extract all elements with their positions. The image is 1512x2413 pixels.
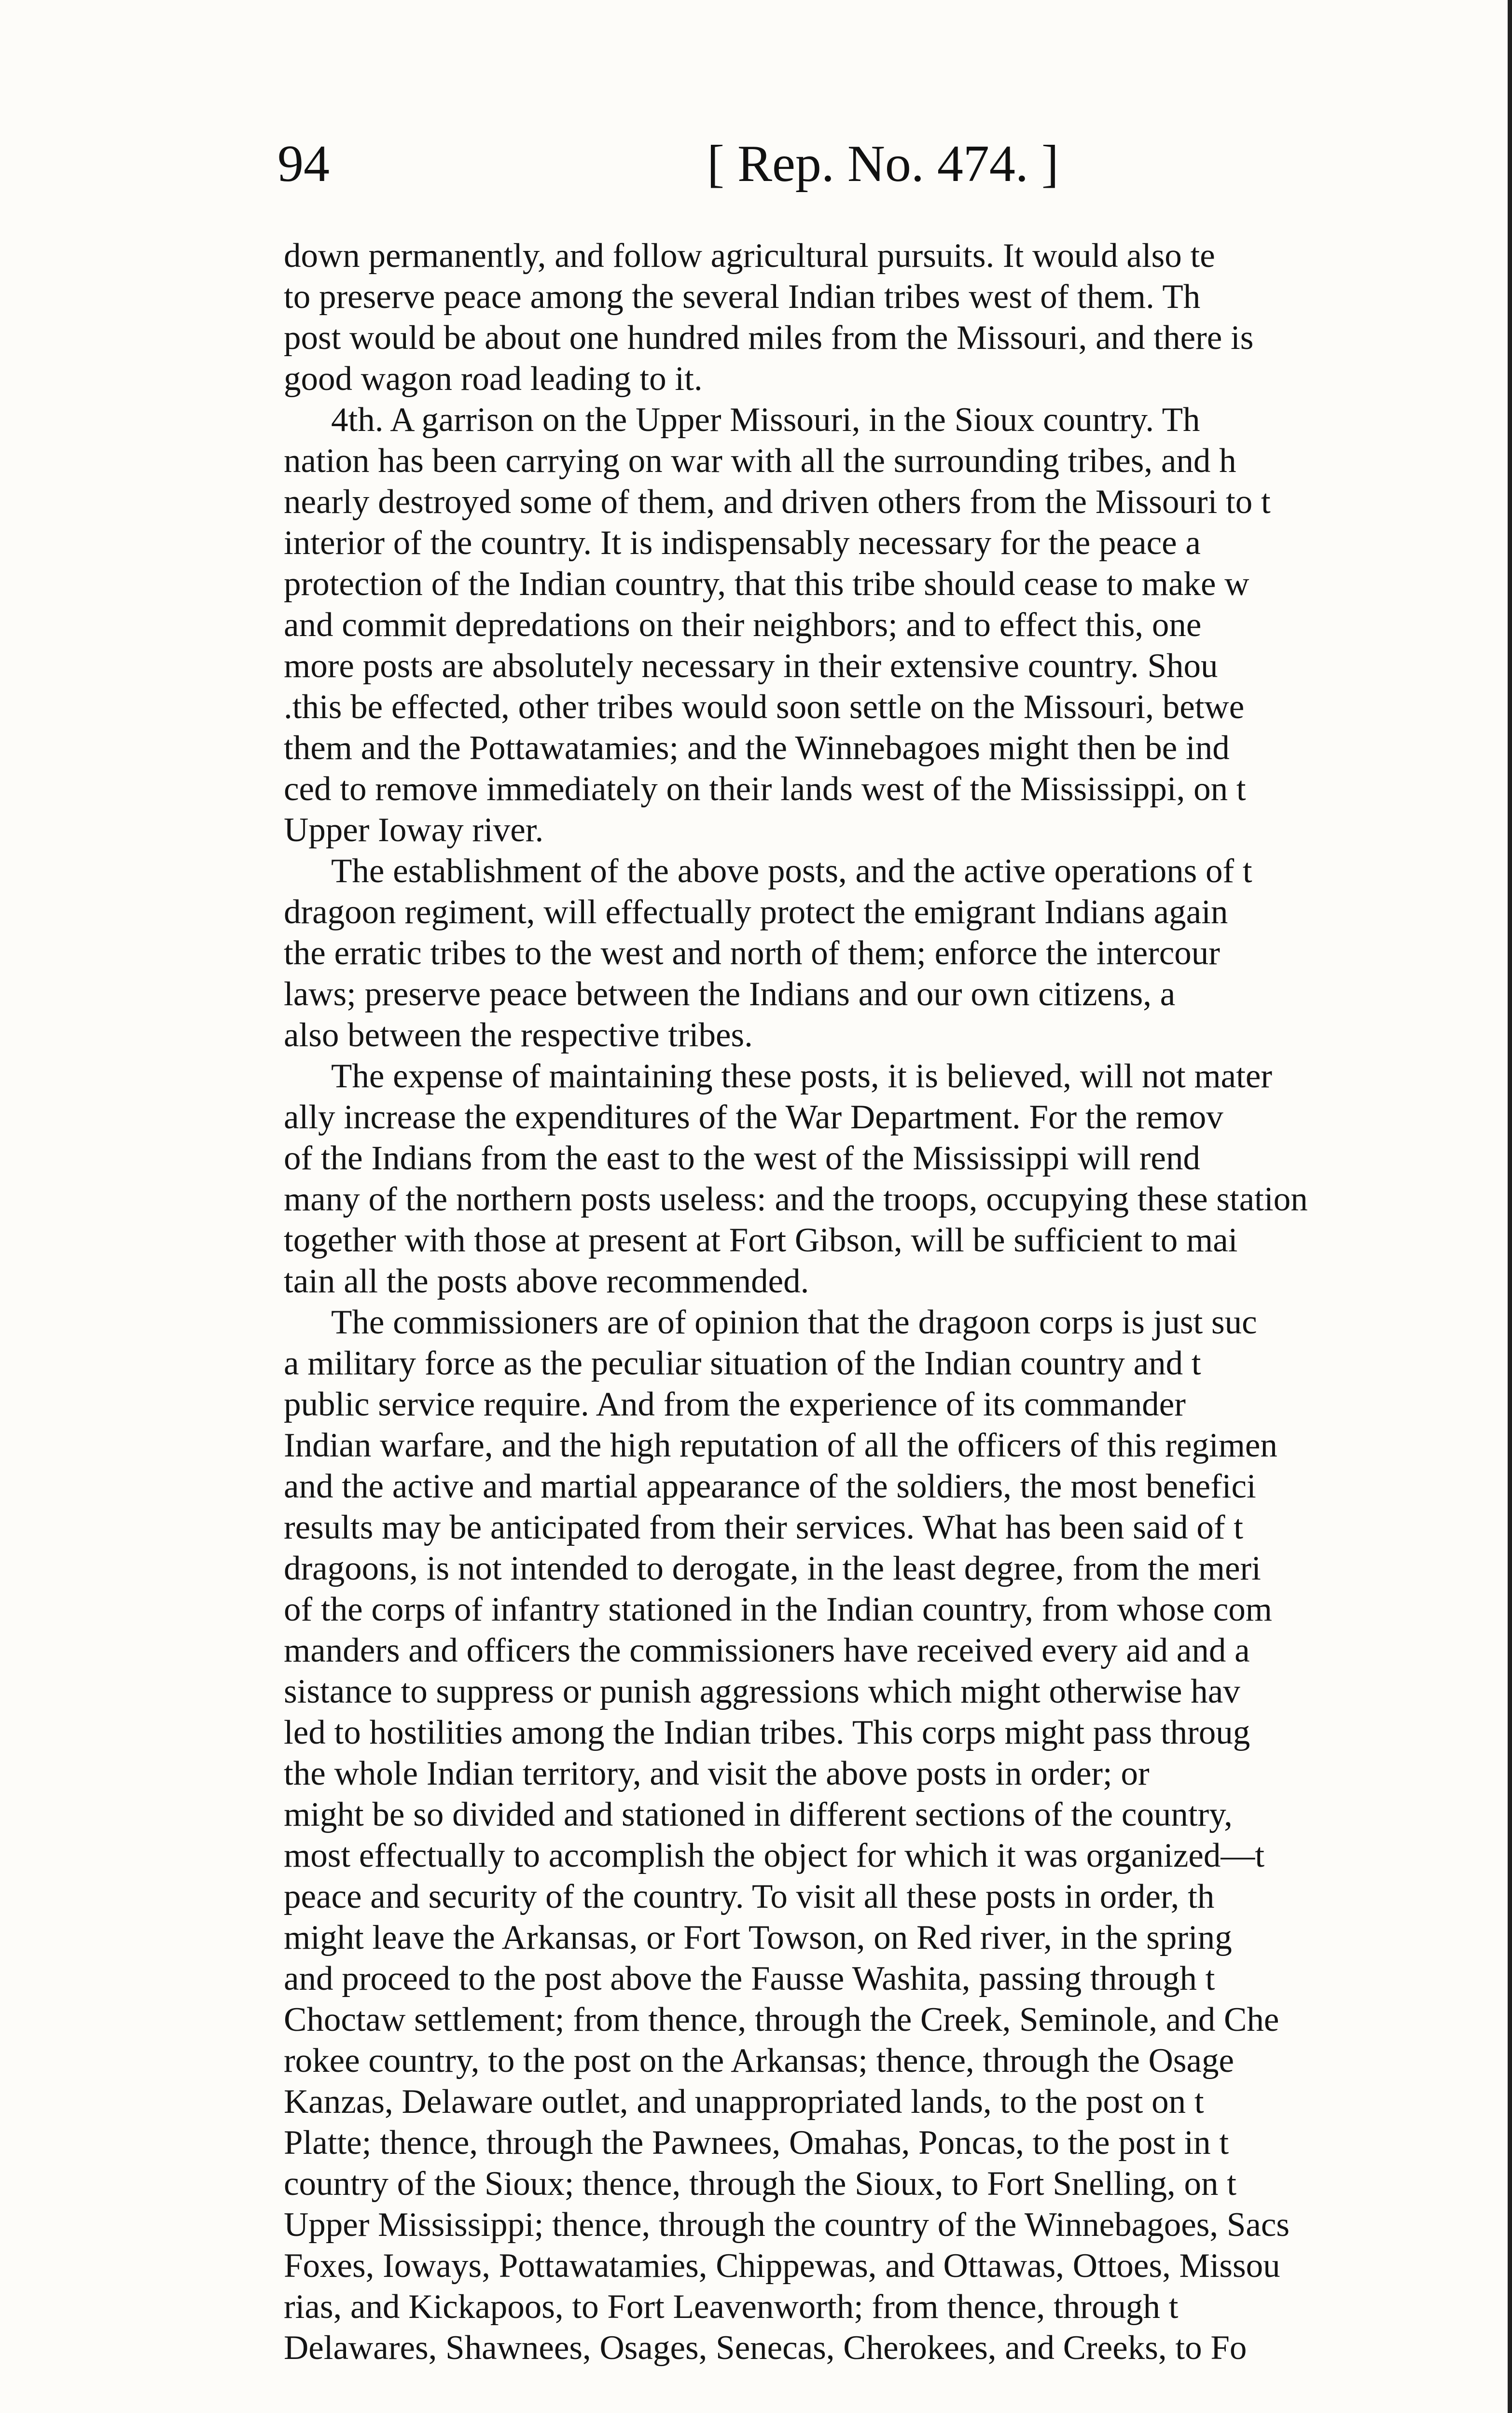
text-line: public service require. And from the experience of its commander (284, 1386, 1186, 1423)
text-line: results may be anticipated from their services. What has been said of t (284, 1509, 1243, 1546)
text-line: the whole Indian territory, and visit the above posts in order; or (284, 1755, 1150, 1792)
text-line: of the Indians from the east to the west of the Mississippi will rend (284, 1139, 1200, 1177)
text-line: together with those at present at Fort Gibson, will be sufficient to mai (284, 1221, 1238, 1259)
text-line: Delawares, Shawnees, Osages, Senecas, Cherokees, and Creeks, to Fo (284, 2329, 1247, 2367)
text-line: dragoon regiment, will effectually protect the emigrant Indians again (284, 893, 1228, 931)
text-line: of the corps of infantry stationed in the Indian country, from whose com (284, 1591, 1272, 1628)
text-line: Upper Mississippi; thence, through the country of the Winnebagoes, Sacs (284, 2206, 1290, 2244)
text-line: rias, and Kickapoos, to Fort Leavenworth; from thence, through t (284, 2288, 1179, 2326)
body-text (284, 236, 1512, 2369)
text-line: Foxes, Ioways, Pottawatamies, Chippewas, and Ottawas, Ottoes, Missou (284, 2247, 1280, 2285)
report-reference: [ Rep. No. 474. ] (707, 135, 1059, 193)
text-line: interior of the country. It is indispensably necessary for the peace a (284, 524, 1201, 562)
text-line: The commissioners are of opinion that the dragoon corps is just suc (331, 1304, 1257, 1341)
text-line: Kanzas, Delaware outlet, and unappropriated lands, to the post on t (284, 2083, 1204, 2121)
text-line: and commit depredations on their neighbors; and to effect this, one (284, 606, 1202, 644)
text-line: .this be effected, other tribes would soon settle on the Missouri, betwe (284, 688, 1245, 726)
text-line: down permanently, and follow agricultural pursuits. It would also te (284, 237, 1215, 275)
text-line: a military force as the peculiar situation of the Indian country and t (284, 1345, 1201, 1382)
text-line: led to hostilities among the Indian tribes. This corps might pass throug (284, 1714, 1250, 1751)
text-line: sistance to suppress or punish aggressions which might otherwise hav (284, 1673, 1240, 1710)
text-line: Platte; thence, through the Pawnees, Omahas, Poncas, to the post in t (284, 2124, 1229, 2162)
text-line: also between the respective tribes. (284, 1016, 753, 1054)
text-line: post would be about one hundred miles from the Missouri, and there is (284, 319, 1254, 357)
text-line: good wagon road leading to it. (284, 360, 703, 398)
text-line: Indian warfare, and the high reputation of all the officers of this regimen (284, 1427, 1277, 1464)
text-line: to preserve peace among the several Indian tribes west of them. Th (284, 278, 1201, 316)
text-line: more posts are absolutely necessary in their extensive country. Shou (284, 647, 1218, 685)
text-line: and the active and martial appearance of the soldiers, the most benefici (284, 1468, 1256, 1505)
text-line: tain all the posts above recommended. (284, 1262, 809, 1300)
page-header (277, 130, 1512, 208)
text-line: Upper Ioway river. (284, 811, 544, 849)
text-line: rokee country, to the post on the Arkansas; thence, through the Osage (284, 2042, 1235, 2080)
text-line: The establishment of the above posts, and the active operations of t (331, 852, 1252, 890)
text-line: ally increase the expenditures of the War Department. For the remov (284, 1098, 1223, 1136)
text-line: many of the northern posts useless: and the troops, occupying these station (284, 1180, 1308, 1218)
text-line: Choctaw settlement; from thence, through the Creek, Seminole, and Che (284, 2001, 1279, 2039)
text-line: and proceed to the post above the Fausse Washita, passing through t (284, 1960, 1215, 1997)
text-line: 4th. A garrison on the Upper Missouri, in the Sioux country. Th (331, 401, 1200, 439)
text-line: protection of the Indian country, that this tribe should cease to make w (284, 565, 1249, 603)
text-line: nation has been carrying on war with all the surrounding tribes, and h (284, 442, 1236, 480)
text-line: laws; preserve peace between the Indians and our own citizens, a (284, 975, 1176, 1013)
page-right-edge (1508, 0, 1512, 2413)
text-line: country of the Sioux; thence, through the Sioux, to Fort Snelling, on t (284, 2165, 1237, 2203)
text-line: might leave the Arkansas, or Fort Towson, on Red river, in the spring (284, 1919, 1232, 1956)
text-line: the erratic tribes to the west and north of them; enforce the intercour (284, 934, 1220, 972)
text-line: nearly destroyed some of them, and driven others from the Missouri to t (284, 483, 1271, 521)
text-line: most effectually to accomplish the object for which it was organized—t (284, 1837, 1265, 1874)
page-number: 94 (277, 135, 330, 193)
text-line: dragoons, is not intended to derogate, in the least degree, from the meri (284, 1550, 1261, 1587)
text-line: ced to remove immediately on their lands west of the Mississippi, on t (284, 770, 1246, 808)
text-line: them and the Pottawatamies; and the Winnebagoes might then be ind (284, 729, 1230, 767)
text-line: manders and officers the commissioners have received every aid and a (284, 1632, 1250, 1669)
text-line: peace and security of the country. To visit all these posts in order, th (284, 1878, 1215, 1915)
text-line: might be so divided and stationed in different sections of the country, (284, 1796, 1233, 1833)
text-line: The expense of maintaining these posts, it is believed, will not mater (331, 1057, 1273, 1095)
